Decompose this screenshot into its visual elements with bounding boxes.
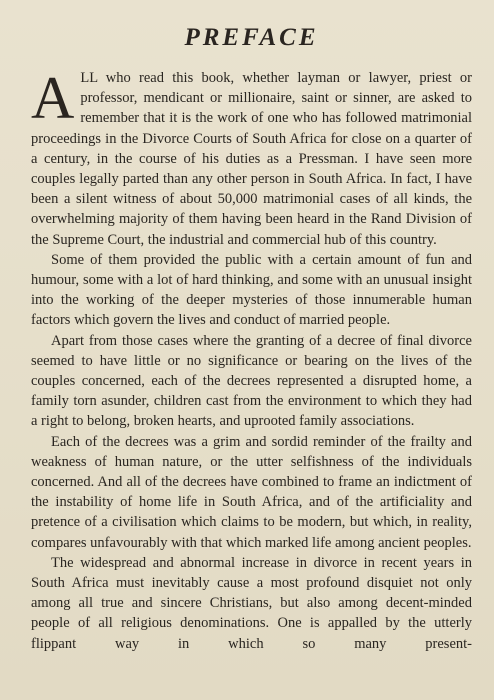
drop-cap: A <box>31 65 75 131</box>
page-title: PREFACE <box>184 24 319 51</box>
paragraph-1 <box>31 65 472 250</box>
paragraph-4: Each of the decrees was a grim and sordid reminder of the frailty and weakness of human nature, or the utter selfishness of the individuals concerned. And all of the decrees have combined to frame an indictment of the instability of home life in South Africa, and of the artificiality and pretence of a civilisation which claims to be modern, but which, in reality, compares unfavourably with that which marked life among ancient peoples. <box>31 433 472 551</box>
paragraph-3: Apart from those cases where the granting of a decree of final divorce seemed to have little or no significance or bearing on the lives of the couples concerned, each of the decrees represented a disrupted home, a family torn asunder, children cast from the environment to which they had a right to belong, broken hearts, and uprooted family associations. <box>31 332 472 430</box>
paragraph-5: The widespread and abnormal increase in divorce in recent years in South Africa must inevitably cause a most profound disquiet not only among all true and sincere Christians, but also among decent-minded people of all religious denominations. One is appalled by the utterly flippant way in which so many present- <box>31 554 472 652</box>
preface-body <box>31 65 472 654</box>
paragraph-1-text: LL who read this book, whether layman or lawyer, priest or professor, mendicant or millionaire, saint or sinner, are asked to remember that it is the work of one who has followed matrimonial proceedings in the Divorce Courts of South Africa for close on a quarter of a century, in the course of his duties as a Pressman. I have seen more couples legally parted than any other person in South Africa. In fact, I have been a silent witness of about 50,000 matrimonial cases of all kinds, the overwhelming majority of them having been heard in the Rand Division of the Supreme Court, the industrial and commercial hub of this country. <box>31 70 472 248</box>
paragraph-2: Some of them provided the public with a certain amount of fun and humour, some with a lot of hard thinking, and some with an unusual insight into the working of the deeper mysteries of those innumerable human factors which govern the lives and conduct of married people. <box>31 251 472 329</box>
